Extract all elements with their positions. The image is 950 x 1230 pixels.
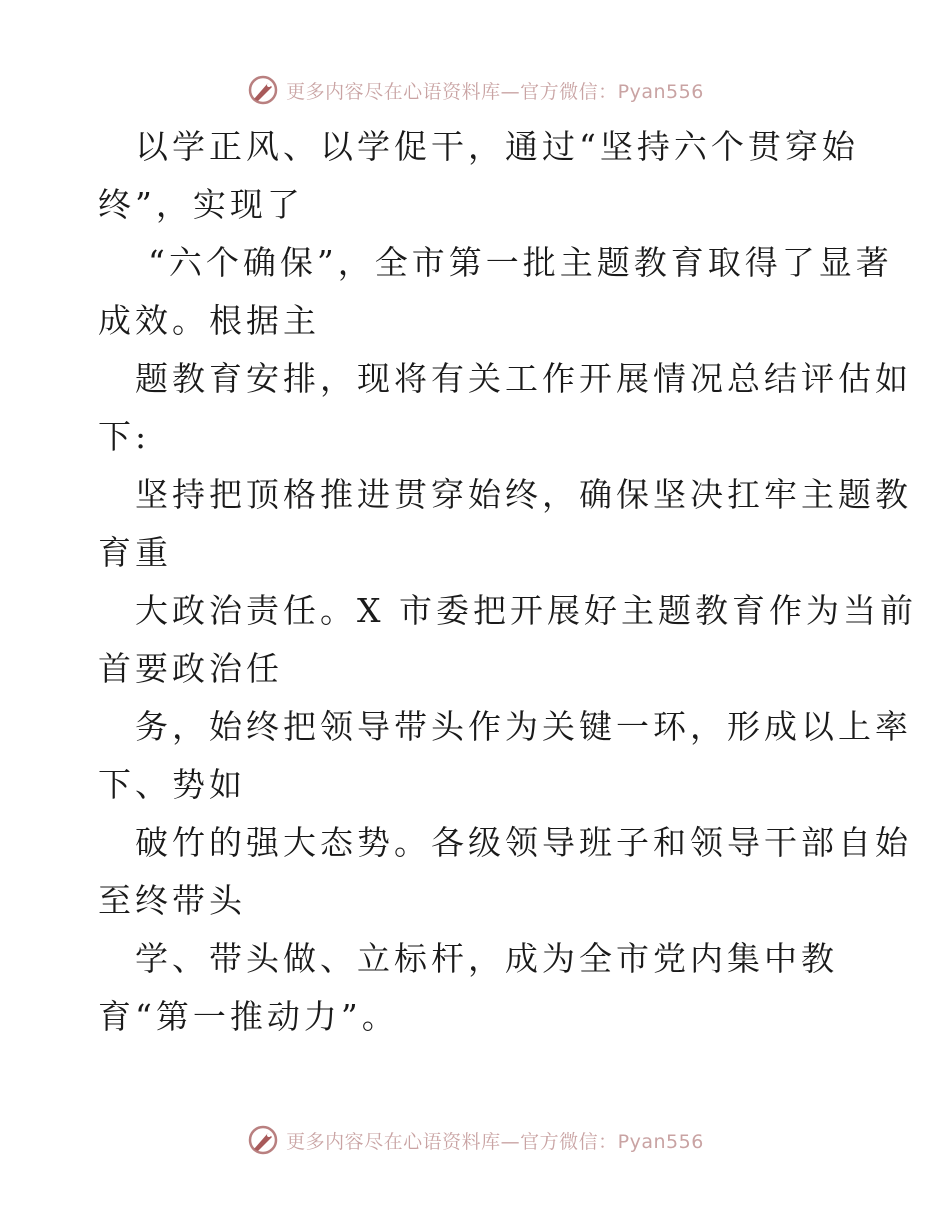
pen-nib-circle-icon xyxy=(246,1123,280,1157)
text-line: 以学正风、以学促干，通过“坚持六个贯穿始 xyxy=(135,127,859,166)
text-line: 大政治责任。X 市委把开展好主题教育作为当前 xyxy=(135,591,917,630)
text-line: 终”，实现了 xyxy=(98,185,304,224)
text-line: 至终带头 xyxy=(98,881,246,920)
header-watermark xyxy=(0,70,950,110)
text-line: 题教育安排，现将有关工作开展情况总结评估如 xyxy=(135,359,912,398)
watermark-text: 更多内容尽在心语资料库—官方微信：Pyan556 xyxy=(286,80,704,103)
text-line: 首要政治任 xyxy=(98,649,283,688)
text-line: “六个确保”，全市第一批主题教育取得了显著 xyxy=(148,243,893,282)
document-body xyxy=(98,118,917,1046)
text-line: 下: xyxy=(98,417,151,456)
text-line: 下、势如 xyxy=(98,765,246,804)
footer-watermark xyxy=(0,1120,950,1160)
text-line: 学、带头做、立标杆，成为全市党内集中教 xyxy=(135,939,838,978)
text-line: 务，始终把领导带头作为关键一环，形成以上率 xyxy=(135,707,912,746)
text-line: 坚持把顶格推进贯穿始终，确保坚决扛牢主题教 xyxy=(135,475,912,514)
pen-nib-circle-icon xyxy=(246,73,280,107)
watermark-text: 更多内容尽在心语资料库—官方微信：Pyan556 xyxy=(286,1130,704,1153)
text-line: 育重 xyxy=(98,533,172,572)
text-line: 育“第一推动力”。 xyxy=(98,997,399,1036)
text-line: 破竹的强大态势。各级领导班子和领导干部自始 xyxy=(135,823,912,862)
text-line: 成效。根据主 xyxy=(98,301,320,340)
